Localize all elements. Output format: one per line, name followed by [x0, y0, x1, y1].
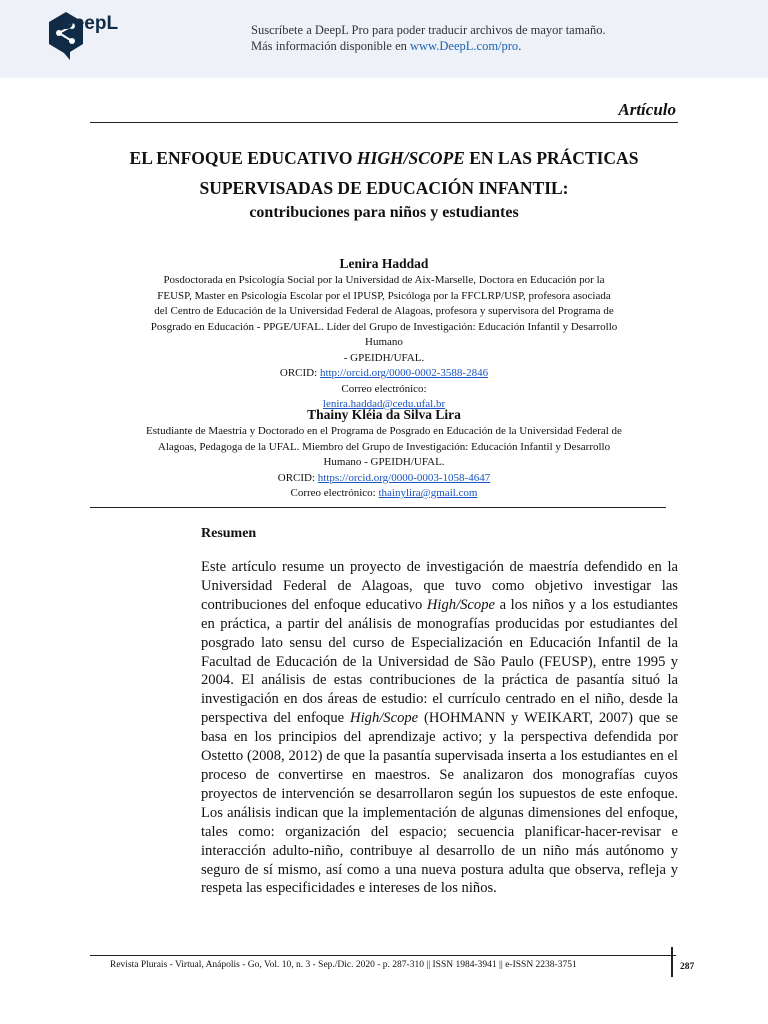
abstract-text: [201, 558, 678, 898]
author-bio-line: Posgrado en Educación - PPGE/UFAL. Líder del Grupo de Investigación: Educación Infantil y Desarrollo: [150, 320, 618, 333]
banner-line-2: [251, 38, 606, 54]
author-name: Lenira Haddad: [339, 256, 429, 271]
abstract-italic: High/Scope: [426, 596, 495, 613]
banner-line-2-text: Más información disponible en: [251, 39, 410, 53]
orcid-line: [90, 471, 678, 487]
title-part-1: EL ENFOQUE EDUCATIVO: [129, 148, 357, 168]
orcid-line: [90, 366, 678, 382]
footer-citation: Revista Plurais - Virtual, Anápolis - Go, Vol. 10, n. 3 - Sep./Dic. 2020 - p. 287-310 || ISSN 1984-3941 || e-ISSN 2238-3751: [110, 960, 577, 970]
author-bio-line: Humano: [365, 336, 403, 348]
title-italic: HIGH/SCOPE: [356, 148, 465, 168]
author-bio-line: Alagoas, Pedagoga de la UFAL. Miembro del Grupo de Investigación: Educación Infantil y Desarrollo: [157, 440, 611, 453]
abstract-heading: Resumen: [201, 526, 257, 541]
abstract-section: [201, 526, 678, 898]
author-bio-line: Humano - GPEIDH/UFAL.: [323, 456, 445, 468]
banner-message: [251, 22, 606, 54]
orcid-label: ORCID:: [277, 471, 318, 484]
author-bio-line: Posdoctorada en Psicología Social por la Universidad de Aix-Marselle, Doctora en Educación por la: [163, 274, 605, 286]
header-rule: [90, 122, 678, 123]
email-link[interactable]: thainylira@gmail.com: [378, 487, 478, 499]
title-line-2: SUPERVISADAS DE EDUCACIÓN INFANTIL:: [199, 178, 569, 198]
author-name: Thainy Kléia da Silva Lira: [307, 407, 461, 422]
email-label: Correo electrónico:: [341, 382, 427, 395]
title-part-2: EN LAS PRÁCTICAS: [464, 148, 639, 168]
page-number-separator: [671, 947, 673, 977]
section-label: Artículo: [618, 100, 676, 119]
deepl-wordmark: DeepL: [60, 13, 119, 34]
email-label: Correo electrónico:: [290, 487, 379, 499]
deepl-banner: [0, 0, 768, 78]
banner-line-2-suffix: .: [518, 39, 522, 53]
footer-rule: [90, 955, 676, 956]
authors-rule: [90, 507, 666, 508]
author-bio-line: Estudiante de Maestría y Doctorado en el Programa de Posgrado en Educación de la Universidad Federal de: [146, 425, 622, 437]
author-block-2: [90, 406, 678, 502]
email-line: [90, 486, 678, 502]
author-bio-line: - GPEIDH/UFAL.: [343, 351, 425, 364]
banner-line-1: Suscríbete a DeepL Pro para poder traducir archivos de mayor tamaño.: [251, 23, 606, 37]
abstract-text-part: (HOHMANN y WEIKART, 2007) que se basa en los principios del aprendizaje activo; y la perspectiva defendida por Ostetto (2008, 2012) de que la pasantía supervisada inserta a los estudiantes en el proceso de convertirse en maestros. Se analizaron dos monografías cuyos proyectos de intervención se desarrollaron según los supuestos de este enfoque. Los análisis indican que la implementación de algunas dimensiones del enfoque, tales como: organización del espacio; secuencia planificar-hacer-revisar e interacción adulto-niño, contribuye al desarrollo de un niño más autónomo y seguro de sí mismo, así como a una nueva postura adulta que observa, refleja y respeta las especificidades e intereses de los niños.: [201, 710, 678, 897]
email-link[interactable]: lenira.haddad@cedu.ufal.br: [322, 398, 446, 410]
abstract-italic: High/Scope: [350, 710, 419, 727]
orcid-link[interactable]: http://orcid.org/0000-0002-3588-2846: [319, 367, 489, 379]
author-bio-line: FEUSP, Master en Psicología Escolar por el IPUSP, Psicóloga por la FFCLRP/USP, profesora asociada: [157, 289, 611, 302]
author-block-1: [90, 255, 678, 413]
article-title: [60, 143, 708, 203]
deepl-pro-link[interactable]: www.DeepL.com/pro: [410, 39, 519, 53]
orcid-link[interactable]: https://orcid.org/0000-0003-1058-4647: [317, 471, 491, 484]
abstract-text-part: Este artículo resume un proyecto de investigación de maestría defendido en la Universidad Federal de Alagoas, que tuvo como objetivo investigar las contribuciones del enfoque educativo: [201, 559, 678, 613]
page-number: 287: [680, 962, 695, 972]
orcid-label: ORCID:: [279, 367, 320, 379]
abstract-text-part: a los niños y a los estudiantes en práctica, a partir del análisis de monografías producidas por estudiantes del posgrado lato sensu del curso de Especialización en Educación Infantil de la Facultad de Educación de la Universidad de São Paulo (FEUSP), entre 1995 y 2004. El análisis de estas contribuciones de la práctica de pasantía situó la investigación en dos áreas de estudio: el currículo centrado en el niño, desde la perspectiva del enfoque: [201, 596, 678, 727]
author-bio-line: del Centro de Educación de la Universidad Federal de Alagoas, profesora y supervisora del Programa de: [154, 305, 614, 317]
article-subtitle: contribuciones para niños y estudiantes: [249, 204, 519, 221]
